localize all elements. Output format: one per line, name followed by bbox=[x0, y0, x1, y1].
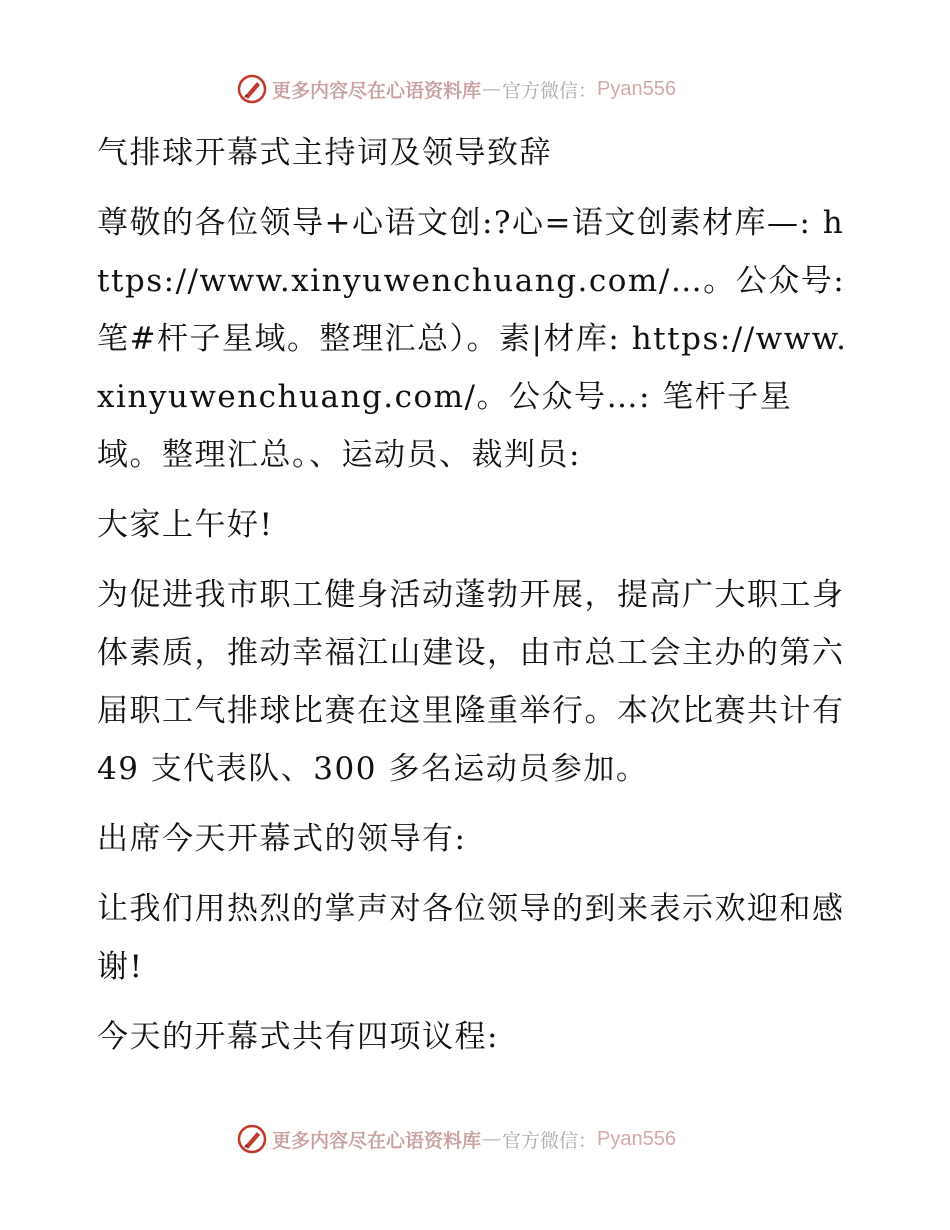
watermark-sub-text: 官方微信： bbox=[502, 1129, 598, 1152]
watermark-main-text: 更多内容尽在心语资料库 bbox=[272, 79, 482, 102]
paragraph-agenda: 今天的开幕式共有四项议程: bbox=[97, 1019, 499, 1055]
watermark-sub-text: 官方微信： bbox=[502, 79, 598, 102]
paragraph-salutation: 尊敬的各位领导+心语文创:?心=语文创素材库—: https://www.xinyuwenchuang.com/…。公众号: 笔#杆子星域。整理汇总）。素|材库: https://www.xinyuwenchuang.com/。公众号…: 笔杆子星域。整理汇总。、运动员、裁判员: bbox=[97, 205, 848, 473]
paragraph-leaders: 出席今天开幕式的领导有: bbox=[97, 821, 467, 857]
pen-logo-icon bbox=[236, 73, 268, 105]
paragraph-greeting: 大家上午好! bbox=[97, 507, 274, 543]
watermark-banner-bottom bbox=[236, 1122, 676, 1156]
watermark-main-text: 更多内容尽在心语资料库 bbox=[272, 1129, 482, 1152]
document-body bbox=[97, 124, 857, 1066]
watermark-dash: — bbox=[482, 78, 502, 100]
paragraph-welcome: 让我们用热烈的掌声对各位领导的到来表示欢迎和感谢! bbox=[97, 891, 845, 985]
paragraph-intro: 为促进我市职工健身活动蓬勃开展，提高广大职工身体素质，推动幸福江山建设，由市总工会主办的第六届职工气排球比赛在这里隆重举行。本次比赛共计有 49 支代表队、300 多名运动员参加。 bbox=[97, 577, 845, 787]
watermark-dash: — bbox=[482, 1128, 502, 1150]
document-title: 气排球开幕式主持词及领导致辞 bbox=[97, 135, 552, 171]
watermark-wechat-id: Pyan556 bbox=[597, 77, 676, 100]
watermark-wechat-id: Pyan556 bbox=[597, 1127, 676, 1150]
watermark-banner-top bbox=[236, 72, 676, 106]
pen-logo-icon bbox=[236, 1123, 268, 1155]
